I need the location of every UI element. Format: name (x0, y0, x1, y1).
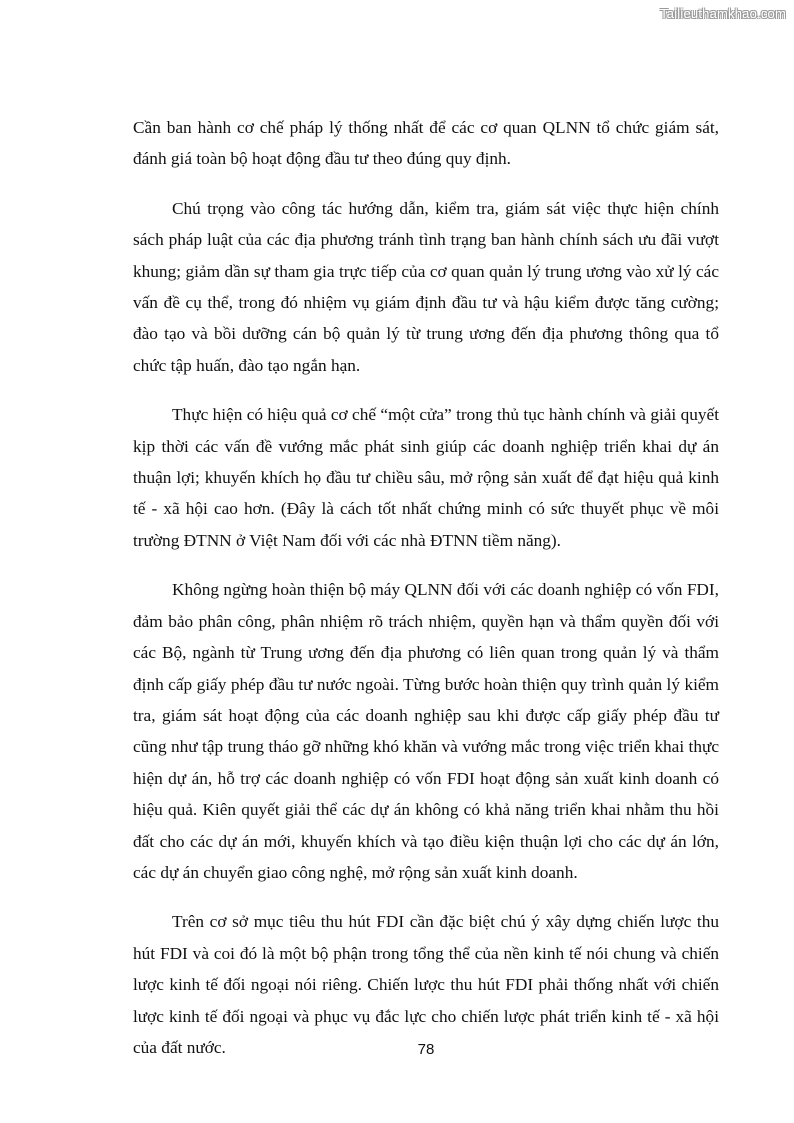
paragraph-management-apparatus: Không ngừng hoàn thiện bộ máy QLNN đối với các doanh nghiệp có vốn FDI, đảm bảo phân công, phân nhiệm rõ trách nhiệm, quyền hạn và thẩm quyền đối với các Bộ, ngành từ Trung ương đến địa phương có liên quan trong quản lý và thẩm định cấp giấy phép đầu tư nước ngoài. Từng bước hoàn thiện quy trình quản lý kiểm tra, giám sát hoạt động của các doanh nghiệp sau khi được cấp giấy phép đầu tư cũng như tập trung tháo gỡ những khó khăn và vướng mắc trong việc triển khai thực hiện dự án, hỗ trợ các doanh nghiệp có vốn FDI hoạt động sản xuất kinh doanh có hiệu quả. Kiên quyết giải thể các dự án không có khả năng triển khai nhằm thu hồi đất cho các dự án mới, khuyến khích và tạo điều kiện thuận lợi cho các dự án lớn, các dự án chuyển giao công nghệ, mở rộng sản xuất kinh doanh. (133, 580, 719, 882)
page-number: 78 (417, 1041, 435, 1058)
paragraph-fdi-strategy: Trên cơ sở mục tiêu thu hút FDI cần đặc biệt chú ý xây dựng chiến lược thu hút FDI và coi đó là một bộ phận trong tổng thể của nền kinh tế nói chung và chiến lược kinh tế đối ngoại nói riêng. Chiến lược thu hút FDI phải thống nhất với chiến lược kinh tế đối ngoại và phục vụ đắc lực cho chiến lược phát triển kinh tế - xã hội của đất nước. (133, 912, 719, 1057)
paragraph-guidance-supervision: Chú trọng vào công tác hướng dẫn, kiểm tra, giám sát việc thực hiện chính sách pháp luật của các địa phương tránh tình trạng ban hành chính sách ưu đãi vượt khung; giảm dần sự tham gia trực tiếp của cơ quan quản lý trung ương vào xử lý các vấn đề cụ thể, trong đó nhiệm vụ giám định đầu tư và hậu kiểm được tăng cường; đào tạo và bồi dưỡng cán bộ quản lý từ trung ương đến địa phương thông qua tổ chức tập huấn, đào tạo ngắn hạn. (133, 198, 719, 375)
document-body (133, 112, 719, 1081)
site-watermark: Tailieuthamkhao.com (660, 6, 786, 21)
paragraph-one-stop-mechanism: Thực hiện có hiệu quả cơ chế “một cửa” trong thủ tục hành chính và giải quyết kịp thời các vấn đề vướng mắc phát sinh giúp các doanh nghiệp triển khai dự án thuận lợi; khuyến khích họ đầu tư chiều sâu, mở rộng sản xuất để đạt hiệu quả kinh tế - xã hội cao hơn. (Đây là cách tốt nhất chứng minh có sức thuyết phục về môi trường ĐTNN ở Việt Nam đối với các nhà ĐTNN tiềm năng). (133, 405, 719, 550)
paragraph-legal-mechanism: Cần ban hành cơ chế pháp lý thống nhất để các cơ quan QLNN tổ chức giám sát, đánh giá toàn bộ hoạt động đầu tư theo đúng quy định. (133, 118, 719, 169)
